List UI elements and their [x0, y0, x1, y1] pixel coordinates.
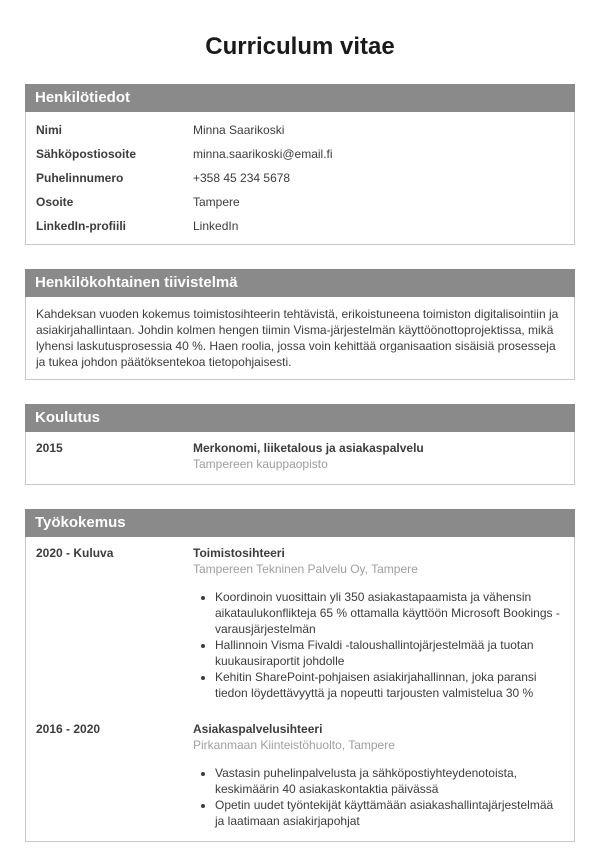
- entry-period: 2020 - Kuluva: [36, 546, 114, 560]
- education-entry: [26, 440, 574, 472]
- entry-subtitle: Pirkanmaan Kiinteistöhuolto, Tampere: [193, 738, 395, 752]
- summary-text: Kahdeksan vuoden kokemus toimistosihteerin tehtävistä, erikoistuneena toimiston digitalisointiin ja asiakirjahallintaan. Johdin kolmen hengen tiimin Visma-järjestelmän käyttöönottoprojektissa, mikä lyhensi laskutusprosessia 40 %. Haen roolia, jossa voin kehittää organisaation sisäisiä prosesseja ja tukea johdon päätöksentekoa tietopohjaisesti.: [36, 307, 559, 369]
- linkedin-value: LinkedIn: [193, 219, 239, 233]
- row-label: Osoite: [36, 195, 74, 209]
- phone-value: +358 45 234 5678: [193, 171, 291, 185]
- entry-subtitle: Tampereen kauppaopisto: [193, 457, 328, 471]
- table-row: [26, 166, 574, 190]
- entry-title: Toimistosihteeri: [193, 546, 285, 560]
- entry-bullet-list: [193, 589, 560, 701]
- bullet-item: • Opetin uudet työntekijät käyttämään asiakashallintajärjestelmää ja laatimaan asiakirjapohjat: [215, 797, 560, 829]
- education-list: [25, 432, 575, 485]
- entry-main: [193, 440, 574, 472]
- entry-period: 2016 - 2020: [36, 722, 101, 736]
- table-row: [26, 142, 574, 166]
- cv-content: [25, 84, 575, 842]
- page-title: Curriculum vitae: [205, 33, 395, 60]
- name-value: Minna Saarikoski: [193, 123, 285, 137]
- entry-main: [193, 721, 574, 829]
- row-label: Nimi: [36, 123, 63, 137]
- section-header-education: Koulutus: [25, 404, 575, 432]
- section-summary: [25, 269, 575, 380]
- experience-entry: [26, 721, 574, 829]
- section-header-summary: Henkilökohtainen tiivistelmä: [25, 269, 575, 297]
- address-value: Tampere: [193, 195, 240, 209]
- row-label: LinkedIn-profiili: [36, 219, 126, 233]
- entry-period: 2015: [36, 441, 63, 455]
- section-header-personal-info: Henkilötiedot: [25, 84, 575, 112]
- email-value: minna.saarikoski@email.fi: [193, 147, 333, 161]
- table-row: [26, 214, 574, 238]
- entry-main: [193, 545, 574, 701]
- section-header-experience: Työkokemus: [25, 509, 575, 537]
- entry-title: Merkonomi, liiketalous ja asiakaspalvelu: [193, 441, 424, 455]
- entry-title: Asiakaspalvelusihteeri: [193, 722, 323, 736]
- section-experience: [25, 509, 575, 842]
- section-personal-info: [25, 84, 575, 245]
- personal-info-table: [25, 112, 575, 245]
- table-row: [26, 118, 574, 142]
- bullet-item: • Hallinnoin Visma Fivaldi -taloushallintojärjestelmää ja tuotan kuukausiraportit johdolle: [215, 637, 560, 669]
- entry-subtitle: Tampereen Tekninen Palvelu Oy, Tampere: [193, 562, 418, 576]
- row-label: Sähköpostiosoite: [36, 147, 137, 161]
- bullet-item: • Vastasin puhelinpalvelusta ja sähköpostiyhteydenotoista, keskimäärin 40 asiakaskontaktia päivässä: [215, 765, 560, 797]
- bullet-item: • Koordinoin vuosittain yli 350 asiakastapaamista ja vähensin aikataulukonflikteja 65 % ottamalla käyttöön Microsoft Bookings -varausjärjestelmän: [215, 589, 560, 637]
- experience-entry: [26, 545, 574, 701]
- summary-box: [25, 297, 575, 380]
- table-row: [26, 190, 574, 214]
- bullet-item: • Kehitin SharePoint-pohjaisen asiakirjahallinnan, joka paransi tiedon löydettävyyttä ja nopeutti tarjousten valmistelua 30 %: [215, 669, 560, 701]
- entry-bullet-list: [193, 765, 560, 829]
- row-label: Puhelinnumero: [36, 171, 124, 185]
- experience-list: [25, 537, 575, 842]
- section-education: [25, 404, 575, 485]
